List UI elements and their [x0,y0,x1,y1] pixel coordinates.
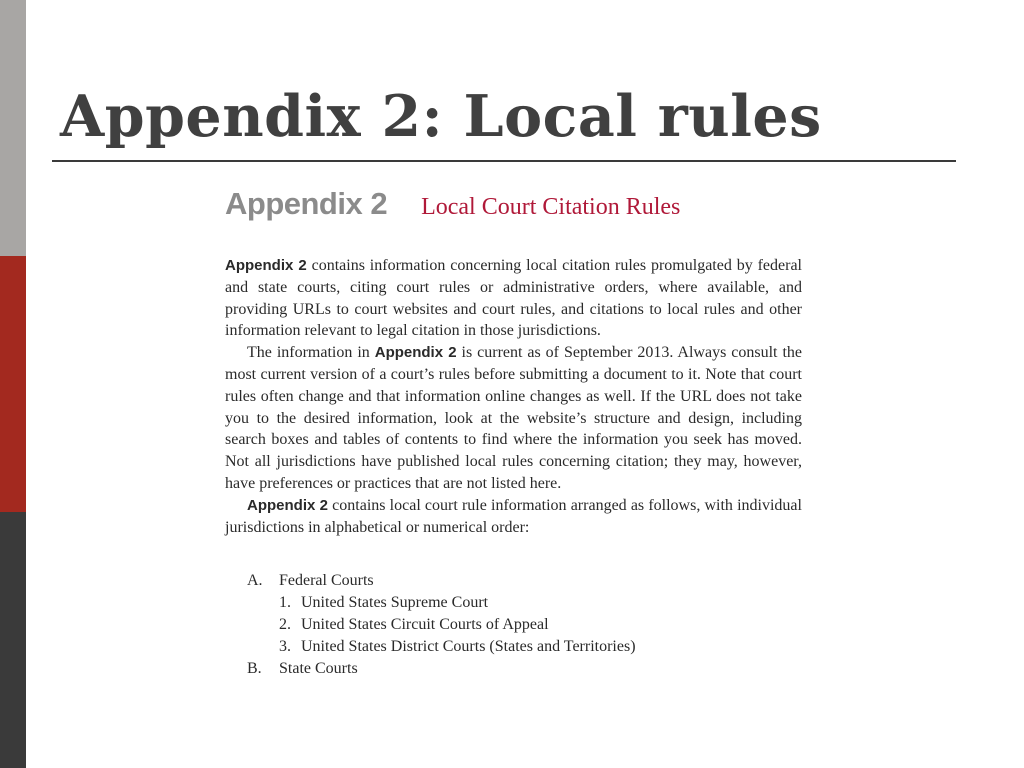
paragraph-currency [225,342,802,495]
document-body [225,255,802,538]
outline-item-federal [247,570,636,592]
appendix-label: Appendix 2 [225,186,388,221]
outline-subitem [247,614,636,636]
paragraph-text: contains information concerning local citation rules promulgated by federal and state courts, citing court rules or administrative orders, where available, and providing URLs to court websites and court rules, and citations to local rules and other information relevant to legal citation in those jurisdictions. [225,257,802,340]
title-divider [52,160,956,162]
outline-number: 2. [279,616,291,633]
outline-label: United States District Courts (States and Territories) [301,638,636,655]
slide-title: Appendix 2: Local rules [60,83,822,150]
outline-label: United States Circuit Courts of Appeal [301,616,549,633]
outline-letter: B. [247,660,262,677]
document-heading: Local Court Citation Rules [421,194,681,220]
outline-number: 1. [279,594,291,611]
bold-lead: Appendix 2 [374,344,457,362]
paragraph-text: is current as of September 2013. Always consult the most current version of a court’s rules before submitting a document to it. Note that court rules often change and that information online changes as well. If the URL does not take you to the desired information, look at the website’s structure and design, including search boxes and tables of contents to find where the information you seek has moved. Not all jurisdictions have published local rules concerning citation; they may, however, have preferences or practices that are not listed here. [225,344,802,492]
outline-label: Federal Courts [279,572,374,589]
outline-letter: A. [247,572,263,589]
outline-label: State Courts [279,660,358,677]
side-bar-gray [0,0,26,256]
paragraph-intro [225,255,802,342]
paragraph-text: contains local court rule information arranged as follows, with individual jurisdictions in alphabetical or numerical order: [225,496,802,536]
outline-item-state [247,658,636,680]
paragraph-arrangement [225,495,802,539]
outline-subitem [247,636,636,658]
bold-lead: Appendix 2 [247,496,329,514]
outline-number: 3. [279,638,291,655]
bold-lead: Appendix 2 [225,257,307,274]
court-outline [247,570,636,680]
side-bar-red [0,256,26,512]
document-header [225,186,680,222]
side-bar-dark [0,512,26,768]
outline-subitem [247,592,636,614]
outline-label: United States Supreme Court [301,594,489,611]
paragraph-text: The information in [247,344,375,362]
